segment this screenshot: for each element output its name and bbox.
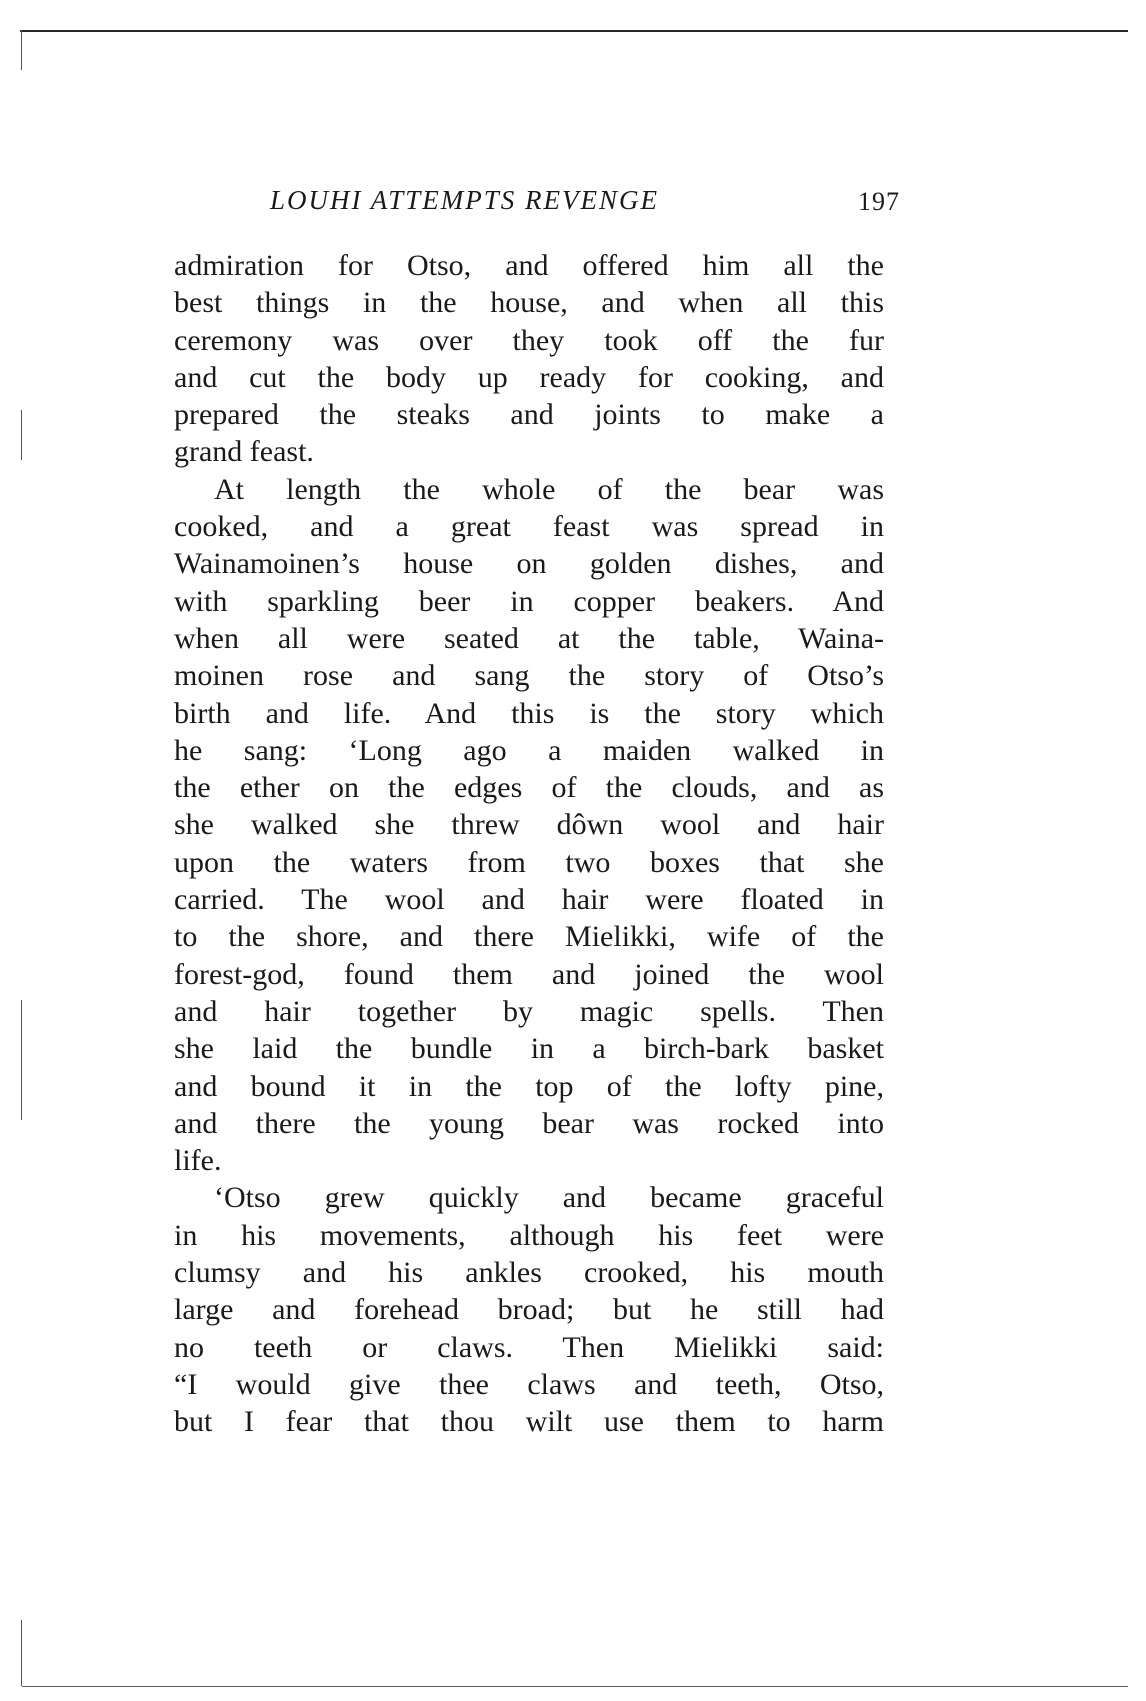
text-line: moinen rose and sang the story of Otso’s [174, 659, 884, 693]
text-line: upon the waters from two boxes that she [174, 845, 884, 879]
paragraph-start-line: ‘Otso grew quickly and became graceful [214, 1181, 884, 1215]
text-line: “I would give thee claws and teeth, Otso, [174, 1367, 884, 1401]
text-line: prepared the steaks and joints to make a [174, 398, 884, 432]
text-line: and cut the body up ready for cooking, and [174, 360, 884, 394]
text-line: and bound it in the top of the lofty pine, [174, 1069, 884, 1103]
paragraph-start-line: At length the whole of the bear was [214, 472, 884, 506]
text-line: in his movements, although his feet were [174, 1218, 884, 1252]
text-line: forest-god, found them and joined the wool [174, 957, 884, 991]
bottom-scan-edge [22, 1686, 1128, 1687]
text-line: he sang: ‘Long ago a maiden walked in [174, 733, 884, 767]
text-line: and hair together by magic spells. Then [174, 994, 884, 1028]
text-line: admiration for Otso, and offered him all the [174, 249, 884, 282]
left-scan-edge-mark [21, 1620, 22, 1686]
text-line: she walked she threw dôwn wool and hair [174, 808, 884, 842]
body-text [174, 247, 884, 1441]
text-line: cooked, and a great feast was spread in [174, 510, 884, 544]
left-scan-edge-mark [21, 1000, 22, 1120]
text-line: no teeth or claws. Then Mielikki said: [174, 1330, 884, 1364]
text-line: to the shore, and there Mielikki, wife of the [174, 920, 884, 954]
text-line: Wainamoinen’s house on golden dishes, and [174, 547, 884, 581]
text-line: birth and life. And this is the story which [174, 696, 884, 730]
text-line: the ether on the edges of the clouds, and as [174, 771, 884, 805]
text-line: ceremony was over they took off the fur [174, 323, 884, 357]
top-scan-edge [20, 30, 1128, 32]
left-scan-edge-mark [21, 410, 22, 460]
text-line: life. [174, 1144, 222, 1178]
text-line: but I fear that thou wilt use them to harm [174, 1405, 884, 1439]
text-line: clumsy and his ankles crooked, his mouth [174, 1256, 884, 1290]
text-line: grand feast. [174, 435, 314, 469]
left-scan-edge [21, 30, 22, 70]
page-header [270, 185, 900, 225]
page-number: 197 [858, 187, 900, 216]
text-line: large and forehead broad; but he still had [174, 1293, 884, 1327]
text-line: and there the young bear was rocked into [174, 1106, 884, 1140]
text-line: she laid the bundle in a birch-bark basket [174, 1032, 884, 1066]
text-line: when all were seated at the table, Waina- [174, 621, 884, 655]
text-line: best things in the house, and when all this [174, 286, 884, 320]
text-line: with sparkling beer in copper beakers. And [174, 584, 884, 618]
text-line: carried. The wool and hair were floated in [174, 883, 884, 917]
running-head: LOUHI ATTEMPTS REVENGE [270, 185, 660, 215]
